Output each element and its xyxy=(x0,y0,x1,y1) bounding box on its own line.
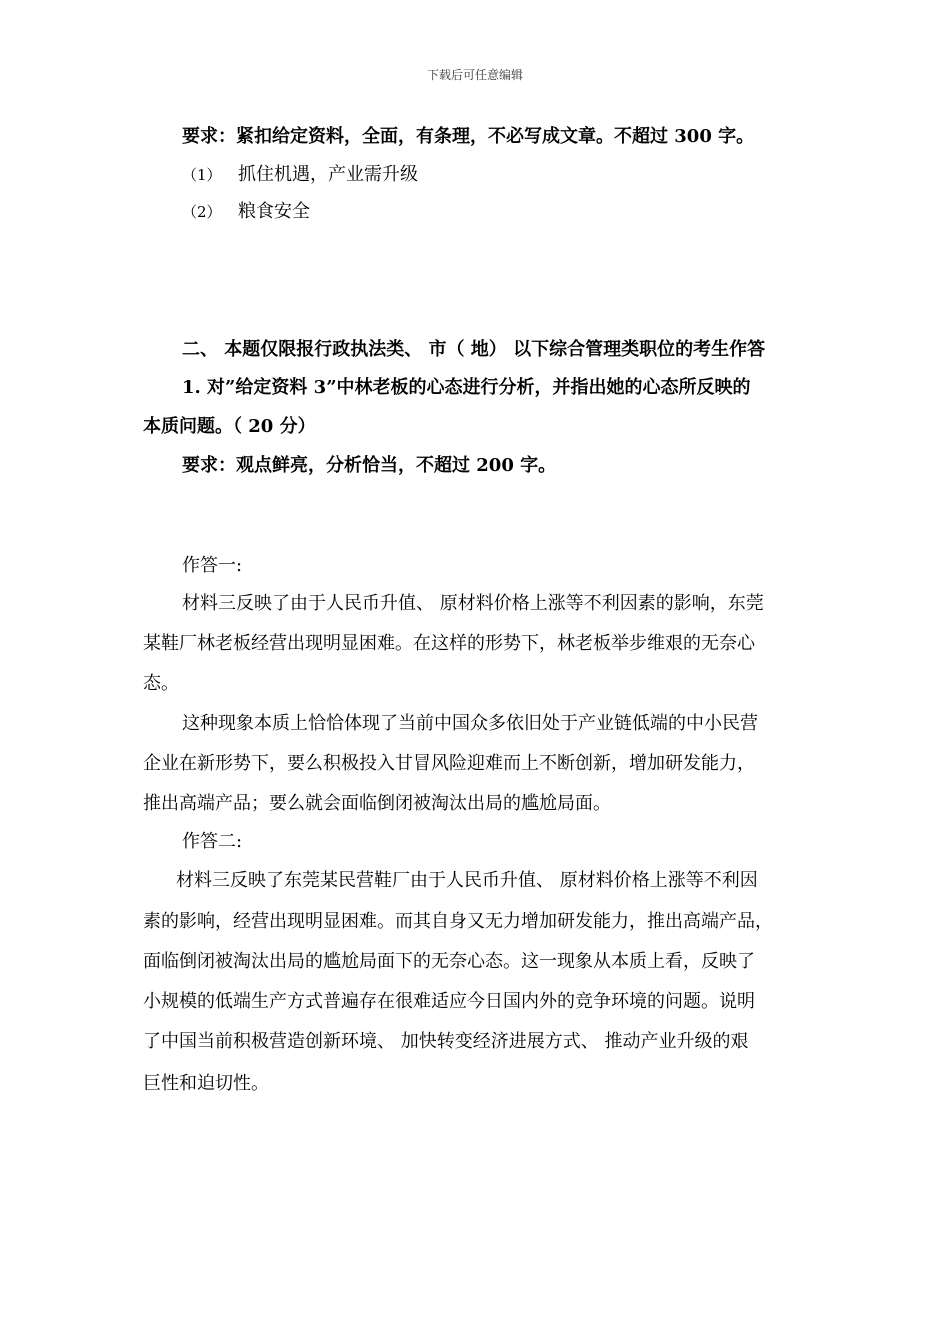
paragraph-line: 某鞋厂林老板经营出现明显困难。在这样的形势下，林老板举步维艰的无奈心 xyxy=(143,633,755,654)
paragraph-line: 巨性和迫切性。 xyxy=(143,1073,269,1094)
section2-requirement: 要求：观点鲜亮，分析恰当，不超过 200 字。 xyxy=(182,455,557,476)
list-item xyxy=(182,200,310,224)
paragraph-line: 这种现象本质上恰恰体现了当前中国众多依旧处于产业链低端的中小民营 xyxy=(182,713,758,734)
list-item-text: 粮食安全 xyxy=(238,201,310,222)
list-item-number: （1） xyxy=(182,166,222,184)
question-text-line: 1. 对”给定资料 3”中林老板的心态进行分析，并指出她的心态所反映的 xyxy=(182,377,751,398)
list-item-text: 抓住机遇，产业需升级 xyxy=(238,164,418,185)
list-item xyxy=(182,163,418,187)
section1-requirement: 要求：紧扣给定资料，全面，有条理，不必写成文章。不超过 300 字。 xyxy=(182,126,755,147)
answer2-label: 作答二: xyxy=(182,831,243,852)
paragraph-line: 面临倒闭被淘汰出局的尴尬局面下的无奈心态。这一现象从本质上看，反映了 xyxy=(143,951,755,972)
paragraph-line: 了中国当前积极营造创新环境、 加快转变经济进展方式、 推动产业升级的艰 xyxy=(143,1031,749,1052)
answer1-label: 作答一: xyxy=(182,555,243,576)
page-header: 下载后可任意编辑 xyxy=(426,68,523,82)
list-item-number: （2） xyxy=(182,203,222,221)
question-text-line: 本质问题。（ 20 分） xyxy=(143,416,316,437)
paragraph-line: 材料三反映了由于人民币升值、 原材料价格上涨等不利因素的影响，东莞 xyxy=(182,593,764,614)
paragraph-line: 材料三反映了东莞某民营鞋厂由于人民币升值、 原材料价格上涨等不利因 xyxy=(176,870,758,891)
paragraph-line: 态。 xyxy=(143,673,179,694)
paragraph-line: 推出高端产品；要么就会面临倒闭被淘汰出局的尴尬局面。 xyxy=(143,793,611,814)
paragraph-line: 企业在新形势下，要么积极投入甘冒风险迎难而上不断创新，增加研发能力， xyxy=(143,753,755,774)
paragraph-line: 小规模的低端生产方式普遍存在很难适应今日国内外的竞争环境的问题。说明 xyxy=(143,991,755,1012)
section2-heading: 二、 本题仅限报行政执法类、 市（ 地） 以下综合管理类职位的考生作答 xyxy=(182,339,766,360)
paragraph-line: 素的影响，经营出现明显困难。而其自身又无力增加研发能力，推出高端产品， xyxy=(143,911,773,932)
